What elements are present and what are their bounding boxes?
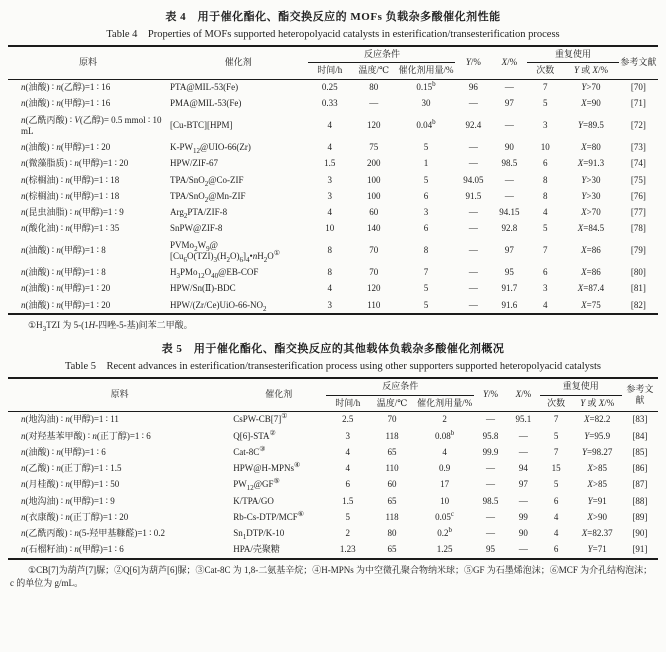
table-cell: $H_3PMo_{12}O_{40}@EB$-COF [170, 267, 259, 280]
table-cell: — [486, 479, 496, 490]
table-cell: 6 [540, 542, 573, 559]
table-cell: [84] [632, 430, 648, 441]
table-cell: [71] [630, 98, 646, 109]
table-row [8, 526, 658, 542]
table-cell: [80] [630, 267, 646, 277]
table-cell: 120 [367, 120, 381, 131]
table-cell: 5 [542, 223, 548, 234]
table-cell: 7 [553, 446, 559, 457]
table5-footnote: ①CB[7]为葫芦[7]脲；②Q[6]为葫芦[6]脲；③Cat-8C 为 1,8-二氨基辛烷；④H-MPNs 为中空微孔聚合物纳米球；⑤GF 为石墨烯泡沫；⑥MCF 为介孔结构泡沫；c 的单位为 g/mL。 [10, 565, 653, 589]
table-row [8, 172, 658, 188]
table-cell: n(酸化油) ∶ n(甲醇)=1 ∶ 35 [21, 223, 120, 234]
table-cell: — [468, 207, 478, 217]
table-cell: X=82.37 [581, 528, 613, 539]
table-cell: 6 [553, 495, 559, 506]
table-row [8, 156, 658, 172]
table-cell: — [468, 158, 478, 169]
table-cell: [72] [630, 120, 646, 131]
table-cell: 95.8 [482, 430, 499, 441]
table-cell: 0.33 [321, 98, 338, 109]
table-cell: 118 [385, 511, 399, 522]
table-cell: [86] [632, 463, 648, 474]
table-row [8, 509, 658, 525]
table-cell: n(油酸) ∶ n(甲醇)=1 ∶ 8 [21, 267, 106, 277]
col-header-reference: 参考文献 [619, 46, 658, 79]
table-cell: [81] [630, 283, 646, 294]
col-header-catalyst: 催化剂 [168, 46, 308, 79]
table-cell: X=91.3 [577, 158, 605, 169]
table-cell: PMA@MIL-53(Fe) [170, 98, 242, 109]
table-cell: X=80 [581, 142, 601, 152]
table-cell: [88] [632, 495, 648, 506]
table-cell: [73] [630, 142, 646, 152]
table-cell: 94 [518, 463, 528, 474]
table-cell: Y>30 [581, 174, 601, 185]
table-row [8, 265, 658, 281]
table-cell: 1.25 [415, 542, 474, 559]
table-cell: 100 [367, 190, 381, 201]
table-cell: 140 [367, 223, 381, 234]
table-cell: — [518, 430, 528, 441]
table-cell: $K-PW_{12}@UIO-66(Zr)$ [170, 142, 251, 155]
table-cell: 6 [345, 479, 350, 490]
table-cell: 6 [423, 223, 429, 234]
table-cell: Y=98.27 [582, 446, 613, 457]
table-cell: $Sn_1DTP/K-10$ [233, 528, 285, 541]
table-cell: 2 [345, 528, 350, 539]
table-cell: 97 [518, 479, 528, 490]
table-cell: n(油酸) ∶ n(甲醇)=1 ∶ 20 [8, 297, 168, 314]
table-row [8, 542, 658, 559]
col-header-dosage: 催化剂用量/% [415, 395, 474, 411]
table-cell: 94.15 [499, 207, 520, 217]
table-cell: n(乙酰丙酸) ∶ n(5-羟甲基糠醛)=1 ∶ 0.2 [21, 528, 166, 539]
table-cell: 3 [327, 174, 332, 185]
table-cell: — [369, 98, 379, 109]
table-cell: 0.15$^b$ [416, 80, 436, 92]
col-group-reuse: 重复使用 [527, 46, 618, 63]
table-cell: 99 [518, 511, 528, 522]
table-cell: n(棕榈油) ∶ n(甲醇)=1 ∶ 18 [21, 174, 120, 185]
table5-section [8, 340, 658, 590]
table-row [8, 79, 658, 96]
table-cell: 0.25 [321, 82, 338, 92]
table5-body [8, 411, 658, 559]
table-cell: n(油酸) ∶ n(甲醇)=1 ∶ 6 [21, 446, 106, 457]
table-cell: 3 [345, 430, 350, 441]
col-header-cycles: 次数 [527, 63, 563, 79]
table-cell: n(地沟油) ∶ n(甲醇)=1 ∶ 11 [21, 414, 119, 425]
table-row [8, 411, 658, 428]
col-header-temperature: 温度/℃ [351, 63, 397, 79]
col-group-reuse: 重复使用 [540, 378, 622, 395]
table-cell: 5 [553, 479, 559, 490]
table-cell: 7 [542, 82, 548, 92]
col-group-reaction-conditions: 反应条件 [308, 46, 455, 63]
table-cell: — [507, 542, 540, 559]
table-row [8, 281, 658, 297]
table5-header [8, 378, 658, 411]
table-cell: — [468, 223, 478, 234]
table-cell: 5 [423, 142, 429, 152]
table-cell: 0.04$^b$ [416, 118, 436, 131]
table4-footnote: $①H_3TZI$ 为 5-(1H-四唑-5-基)间苯二甲酸。 [28, 320, 193, 334]
table-row [8, 297, 658, 314]
table-cell: 90 [518, 528, 528, 539]
table-cell: 4 [527, 297, 563, 314]
table-cell: n(月桂酸) ∶ n(甲醇)=1 ∶ 50 [21, 479, 120, 490]
table5 [8, 377, 658, 560]
table-cell: 91.7 [501, 283, 518, 294]
table-cell: 95.1 [515, 414, 532, 425]
table-cell: 4 [542, 207, 548, 217]
table-cell: Cat-8C③ [233, 444, 266, 457]
table-row [8, 205, 658, 221]
table-cell: Y>30 [581, 190, 601, 201]
col-header-material: 原料 [8, 46, 168, 79]
col-header-time: 时间/h [326, 395, 369, 411]
table-cell: n(油酸) ∶ n(甲醇)=1 ∶ 20 [21, 142, 111, 152]
table4-section [8, 8, 658, 332]
table-cell: 91.6 [491, 297, 527, 314]
table4 [8, 45, 658, 315]
table-cell: n(地沟油) ∶ n(甲醇)=1 ∶ 9 [21, 495, 115, 506]
table-cell: [78] [630, 223, 646, 234]
table-cell: 118 [385, 430, 399, 441]
table-cell: 4 [553, 511, 559, 522]
table-row [8, 140, 658, 156]
table-cell: 4 [327, 207, 332, 217]
col-group-reaction-conditions: 反应条件 [326, 378, 474, 395]
table-cell: — [486, 511, 496, 522]
table5-title-en: Table 5 Recent advances in esterification/transesterification process using other supporters supported heteropolyacid catalysts [64, 361, 602, 373]
col-header-cycles: 次数 [540, 395, 573, 411]
table4-title-zh: 表 4 用于催化酯化、酯交换反应的 MOFs 负载杂多酸催化剂性能 [165, 11, 501, 23]
table-cell: [70] [630, 82, 646, 92]
table-cell: 7 [542, 245, 548, 256]
table-cell: — [518, 446, 528, 457]
table-cell: 4 [345, 463, 350, 474]
table-cell: n(乙酰丙酸) ∶ V(乙醇)= 0.5 mmol ∶ 10 mL [21, 114, 162, 136]
table-cell: 0.08$^b$ [434, 428, 455, 441]
table-cell: [76] [630, 190, 646, 201]
table-cell: 7 [423, 267, 429, 277]
table-cell: 97 [504, 98, 514, 109]
table-cell: 97 [504, 245, 514, 256]
table-cell: 1.5 [342, 495, 354, 506]
table-cell: X=87.4 [577, 283, 605, 294]
table-cell: — [504, 190, 514, 201]
table-cell: 80 [369, 82, 379, 92]
table-cell: 60 [369, 207, 379, 217]
table-cell: 10 [540, 142, 550, 152]
table-cell: 4 [442, 446, 447, 457]
table-cell: 99.9 [482, 446, 499, 457]
table-cell: 8 [423, 245, 429, 256]
table5-title-zh: 表 5 用于催化酯化、酯交换反应的其他载体负载杂多酸催化剂概况 [161, 343, 505, 356]
table-cell: Y=71 [573, 542, 622, 559]
table-cell: 5 [553, 430, 559, 441]
table-cell: X=86 [581, 245, 601, 256]
table4-title-en: Table 4 Properties of MOFs supported heteropolyacid catalysts in esterification/transesterification process [106, 29, 560, 40]
table-cell: TPA/SnO$_2$@Mn-ZIF [170, 190, 246, 204]
table-cell: 0.2$^b$ [437, 526, 452, 539]
table-row [8, 237, 658, 265]
table-cell: — [486, 414, 496, 425]
table-cell: Y=95.9 [584, 430, 611, 441]
col-header-temperature: 温度/℃ [369, 395, 415, 411]
table-cell: 1.5 [324, 158, 336, 169]
table-cell: Y=89.5 [578, 120, 604, 131]
table-cell: 70 [387, 414, 397, 425]
table-cell: 200 [367, 158, 381, 169]
table-cell: 7 [553, 414, 559, 425]
table-cell: HPW/ZIF-67 [170, 158, 219, 169]
table-cell: [83] [632, 414, 648, 425]
table-cell: [91] [622, 542, 658, 559]
table-cell: SnPW@ZIF-8 [170, 223, 223, 234]
table-cell: 8 [327, 267, 332, 277]
table-cell: 120 [367, 283, 381, 294]
table-cell: 90 [504, 142, 514, 152]
table-cell: [77] [630, 207, 646, 217]
table-cell: 15 [551, 463, 561, 474]
table-cell: Q[6]-STA② [233, 428, 276, 441]
table-cell: X>85 [587, 479, 607, 490]
table-cell: HPA/壳聚糖 [231, 542, 326, 559]
col-header-material: 原料 [8, 378, 231, 411]
table-cell: TPA/SnO$_2$@Co-ZIF [170, 174, 244, 188]
table-cell: 2 [442, 414, 447, 425]
table-cell: 4 [327, 283, 332, 294]
col-header-yield: Y/% [474, 378, 507, 411]
table-cell: — [468, 142, 478, 152]
table4-body [8, 79, 658, 314]
table-row [8, 477, 658, 493]
table-cell: X=75 [563, 297, 619, 314]
table-cell: 5 [542, 98, 548, 109]
table-cell: 10 [325, 223, 335, 234]
table-cell: 8 [542, 190, 548, 201]
table-cell: [79] [630, 245, 646, 256]
table-cell: n(衣康酸) ∶ n(正丁醇)=1 ∶ 20 [21, 511, 129, 522]
table-cell: HPW@H-MPNs④ [233, 461, 301, 474]
table-cell: 98.5 [482, 495, 499, 506]
col-header-yield: Y/% [455, 46, 491, 79]
table-cell: [75] [630, 174, 646, 185]
table-cell: PTA@MIL-53(Fe) [170, 82, 239, 92]
table-row [8, 444, 658, 460]
table-cell: K/TPA/GO [233, 495, 274, 506]
table-cell: 110 [351, 297, 397, 314]
table-row [8, 461, 658, 477]
table-cell: 65 [387, 495, 397, 506]
table-cell: — [468, 283, 478, 294]
table-cell: X>70 [581, 207, 601, 217]
table-cell: 1 [423, 158, 429, 169]
col-header-conversion: X/% [507, 378, 540, 411]
table-cell: — [486, 528, 496, 539]
table-cell: n(对羟基苯甲酸) ∶ n(正丁醇)=1 ∶ 6 [21, 430, 151, 441]
table-cell: 5 [423, 283, 429, 294]
table-cell: 6 [423, 190, 429, 201]
table-cell: 92.8 [501, 223, 518, 234]
table-cell: — [455, 297, 491, 314]
table-cell: 3 [423, 207, 429, 217]
table-cell: [Cu-BTC][HPM] [170, 120, 233, 131]
table-cell: 3 [542, 283, 548, 294]
col-header-reuse-value: Y 或 X/% [563, 63, 619, 79]
table-cell: $PW_{12}@GF^⑤$ [233, 477, 280, 493]
table-cell: 91.5 [465, 190, 482, 201]
table-cell: 75 [369, 142, 379, 152]
table-cell: n(油酸) ∶ n(甲醇)=1 ∶ 8 [21, 245, 106, 256]
table-row [8, 112, 658, 140]
table-cell: HPW/$(Zr/Ce)UiO-66-NO_2$ [168, 297, 308, 314]
table-row [8, 221, 658, 237]
table-cell: 4 [553, 528, 559, 539]
col-header-dosage: 催化剂用量/% [397, 63, 456, 79]
col-header-time: 时间/h [308, 63, 350, 79]
table-cell: n(石榴籽油) ∶ n(甲醇)=1 ∶ 6 [8, 542, 231, 559]
table-cell: X=84.5 [577, 223, 605, 234]
table-cell: HPW/Sn(Ⅱ)-BDC [170, 283, 236, 294]
table-cell: Y>70 [581, 82, 601, 92]
table-cell: 30 [421, 98, 431, 109]
table-cell: X>90 [587, 511, 607, 522]
table-cell: 0.9 [438, 463, 451, 474]
table-row [8, 188, 658, 204]
table-cell: 5 [397, 297, 456, 314]
table-cell: 94.05 [463, 174, 484, 185]
table-cell: 8 [542, 174, 548, 185]
table-cell: 95 [504, 267, 514, 277]
table-cell: 98.5 [501, 158, 518, 169]
table-cell: 95 [474, 542, 507, 559]
col-header-reuse-value: Y 或 X/% [573, 395, 622, 411]
table-cell: [89] [632, 511, 648, 522]
table-cell: X=82.2 [584, 414, 611, 425]
table-cell: X=90 [581, 98, 601, 109]
table-cell: 3 [308, 297, 350, 314]
table-cell: [85] [632, 446, 648, 457]
table4-header [8, 46, 658, 79]
table-cell: 60 [387, 479, 397, 490]
table-cell: [90] [632, 528, 648, 539]
table-cell: 70 [369, 267, 379, 277]
table-cell: 100 [367, 174, 381, 185]
table-cell: X=86 [581, 267, 601, 277]
table-cell: $PVMo_2W_9@$ $[Cu_6O(TZI)_3(H_2O)_6]_4•nH_2O^①$ [170, 239, 280, 264]
table-cell: [82] [619, 297, 658, 314]
table-cell: 2.5 [342, 414, 354, 425]
table-cell: 4 [327, 142, 332, 152]
table-cell: Arg$_2$PTA/ZIF-8 [170, 207, 228, 220]
table-cell: [87] [632, 479, 648, 490]
table-cell: n(昆虫油脂) ∶ n(甲醇)=1 ∶ 9 [21, 207, 124, 217]
table-cell: 65 [387, 446, 397, 457]
table-cell: 92.4 [465, 120, 482, 131]
table-cell: 17 [440, 479, 450, 490]
table-cell: n(棕榈油) ∶ n(甲醇)=1 ∶ 18 [21, 190, 120, 201]
table-cell: 4 [345, 446, 350, 457]
table-cell: CsPW-CB[7]① [233, 412, 288, 425]
table-cell: 1.23 [326, 542, 369, 559]
table-cell: Y=91 [587, 495, 607, 506]
table-cell: 8 [327, 245, 332, 256]
table-cell: 3 [542, 120, 548, 131]
table-cell: — [468, 267, 478, 277]
table-cell: — [504, 82, 514, 92]
table-cell: 0.05$^c$ [435, 509, 454, 522]
col-header-catalyst: 催化剂 [231, 378, 326, 411]
table-cell: 5 [345, 511, 350, 522]
table-cell: n(油酸) ∶ n(乙醇)=1 ∶ 16 [21, 82, 111, 92]
table-cell: 5 [423, 174, 429, 185]
table-cell: 80 [387, 528, 397, 539]
table-cell: n(微藻脂质) ∶ n(甲醇)=1 ∶ 20 [21, 158, 129, 169]
table-cell: [74] [630, 158, 646, 169]
table-cell: — [518, 495, 528, 506]
table-cell: 65 [369, 542, 415, 559]
table-cell: 6 [542, 158, 548, 169]
table-cell: 4 [327, 120, 332, 131]
table-cell: n(油酸) ∶ n(甲醇)=1 ∶ 20 [21, 283, 111, 294]
table-cell: X>85 [587, 463, 607, 474]
table-cell: 6 [542, 267, 548, 277]
col-header-conversion: X/% [491, 46, 527, 79]
table-cell: 96 [468, 82, 478, 92]
table-cell: — [486, 463, 496, 474]
table-row [8, 428, 658, 444]
table-cell: — [468, 98, 478, 109]
table-cell: 10 [440, 495, 450, 506]
table-cell: n(油酸) ∶ n(甲醇)=1 ∶ 16 [21, 98, 111, 109]
table-cell: — [468, 245, 478, 256]
table-row [8, 96, 658, 112]
table-cell: 110 [385, 463, 399, 474]
table-cell: 3 [327, 190, 332, 201]
table-cell: — [504, 120, 514, 131]
col-header-reference: 参考文献 [622, 378, 658, 411]
table-cell: 70 [369, 245, 379, 256]
table-row [8, 493, 658, 509]
table-cell: Rb-Cs-DTP/MCF⑥ [233, 509, 305, 522]
table-cell: n(乙酸) ∶ n(正丁醇)=1 ∶ 1.5 [21, 463, 122, 474]
table-cell: — [504, 174, 514, 185]
